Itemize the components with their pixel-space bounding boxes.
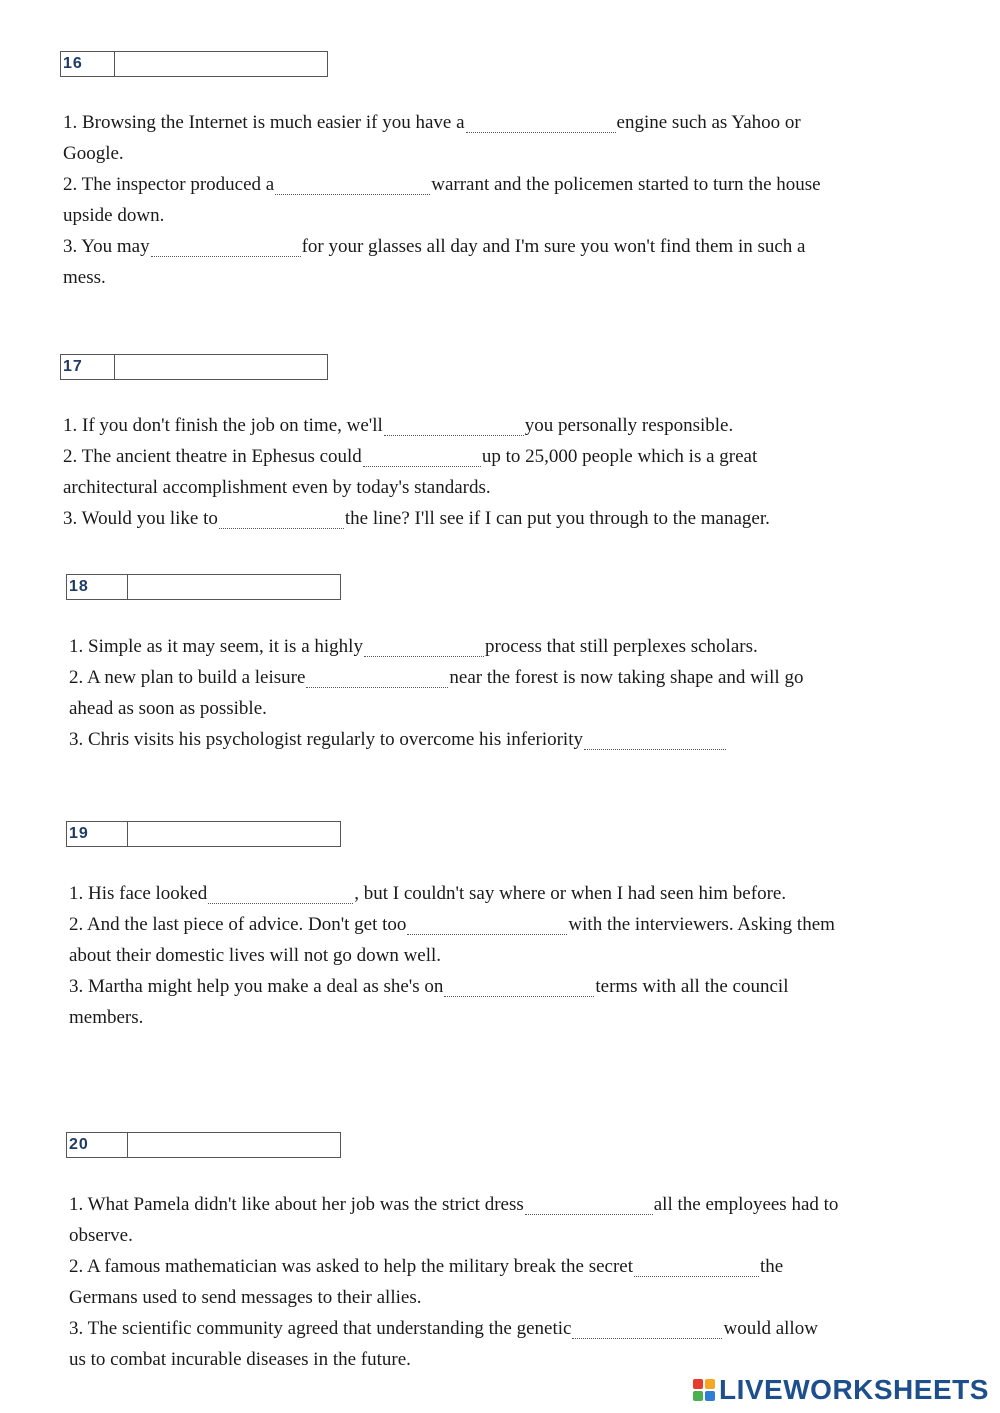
question-box-16 [60,51,328,77]
sentence-20-3 [69,1313,839,1375]
gap-input[interactable] [364,639,484,657]
gap-input[interactable] [407,917,567,935]
gap-input[interactable] [466,115,616,133]
answer-input-20[interactable] [128,1133,340,1157]
logo-square [693,1391,703,1401]
sentence-text: 3. Martha might help you make a deal as she's on [69,976,444,997]
sentence-18-1 [69,631,839,662]
gap-input[interactable] [584,732,726,750]
sentence-text: 2. The inspector produced a [63,174,275,195]
liveworksheets-logo [693,1374,989,1406]
logo-square [705,1391,715,1401]
logo-square [705,1379,715,1389]
answer-input-17[interactable] [115,355,327,379]
sentence-text: 2. A new plan to build a leisure [69,667,306,688]
sentence-20-2 [69,1251,839,1313]
sentence-17-2 [63,441,833,503]
gap-input[interactable] [208,886,353,904]
sentence-text: 2. The ancient theatre in Ephesus could [63,446,362,467]
sentence-text: all the employees had to observe. [69,1194,839,1246]
sentence-text: 2. And the last piece of advice. Don't get too [69,914,407,935]
sentence-text: 1. Browsing the Internet is much easier if you have a [63,112,465,133]
question-number: 18 [67,575,128,599]
sentence-text: would allow us to combat incurable diseases in the future. [69,1318,818,1370]
question-box-18 [66,574,341,600]
sentence-19-3 [69,971,839,1033]
sentence-text: 1. If you don't finish the job on time, we'll [63,415,383,436]
gap-input[interactable] [151,239,301,257]
sentence-16-3 [63,231,833,293]
sentence-text: you personally responsible. [524,415,734,436]
question-number: 20 [67,1133,128,1157]
gap-input[interactable] [525,1197,653,1215]
sentence-text: the Germans used to send messages to their allies. [69,1256,784,1308]
sentence-19-2 [69,909,839,971]
question-number: 19 [67,822,128,846]
question-box-19 [66,821,341,847]
sentence-20-1 [69,1189,839,1251]
sentence-text: with the interviewers. Asking them about their domestic lives will not go down well. [69,914,835,966]
sentence-text: , but I couldn't say where or when I had seen him before. [354,883,787,904]
sentence-text: terms with all the council members. [69,976,789,1028]
question-text-16 [63,107,833,293]
logo-text: LIVEWORKSHEETS [719,1374,989,1405]
sentence-18-2 [69,662,839,724]
answer-input-19[interactable] [128,822,340,846]
sentence-17-1 [63,410,833,441]
sentence-19-1 [69,878,839,909]
sentence-text: 2. A famous mathematician was asked to help the military break the secret [69,1256,634,1277]
logo-grid-icon [693,1379,715,1401]
gap-input[interactable] [444,979,594,997]
sentence-text: for your glasses all day and I'm sure you won't find them in such a mess. [63,236,806,288]
question-text-18 [69,631,839,755]
question-number: 16 [61,52,115,76]
answer-input-16[interactable] [115,52,327,76]
question-text-20 [69,1189,839,1375]
gap-input[interactable] [384,418,524,436]
sentence-text: engine such as Yahoo or Google. [63,112,801,164]
gap-input[interactable] [572,1321,722,1339]
sentence-text: up to 25,000 people which is a great architectural accomplishment even by today's standards. [63,446,758,498]
sentence-text: 1. His face looked [69,883,208,904]
question-box-20 [66,1132,341,1158]
sentence-text: 1. What Pamela didn't like about her job was the strict dress [69,1194,524,1215]
gap-input[interactable] [219,511,344,529]
sentence-text: 3. Chris visits his psychologist regularly to overcome his inferiority [69,729,583,750]
question-text-19 [69,878,839,1033]
sentence-text: 3. The scientific community agreed that understanding the genetic [69,1318,572,1339]
question-number: 17 [61,355,115,379]
sentence-18-3 [69,724,839,755]
sentence-text: warrant and the policemen started to turn the house upside down. [63,174,821,226]
sentence-text: the line? I'll see if I can put you through to the manager. [344,508,770,529]
gap-input[interactable] [275,177,430,195]
logo-square [693,1379,703,1389]
sentence-text: process that still perplexes scholars. [484,636,758,657]
sentence-text: near the forest is now taking shape and will go ahead as soon as possible. [69,667,804,719]
sentence-17-3 [63,503,833,534]
sentence-text: 3. You may [63,236,150,257]
sentence-16-2 [63,169,833,231]
question-text-17 [63,410,833,534]
sentence-text: 3. Would you like to [63,508,218,529]
sentence-text: 1. Simple as it may seem, it is a highly [69,636,363,657]
sentence-16-1 [63,107,833,169]
gap-input[interactable] [634,1259,759,1277]
gap-input[interactable] [363,449,481,467]
question-box-17 [60,354,328,380]
answer-input-18[interactable] [128,575,340,599]
gap-input[interactable] [306,670,448,688]
